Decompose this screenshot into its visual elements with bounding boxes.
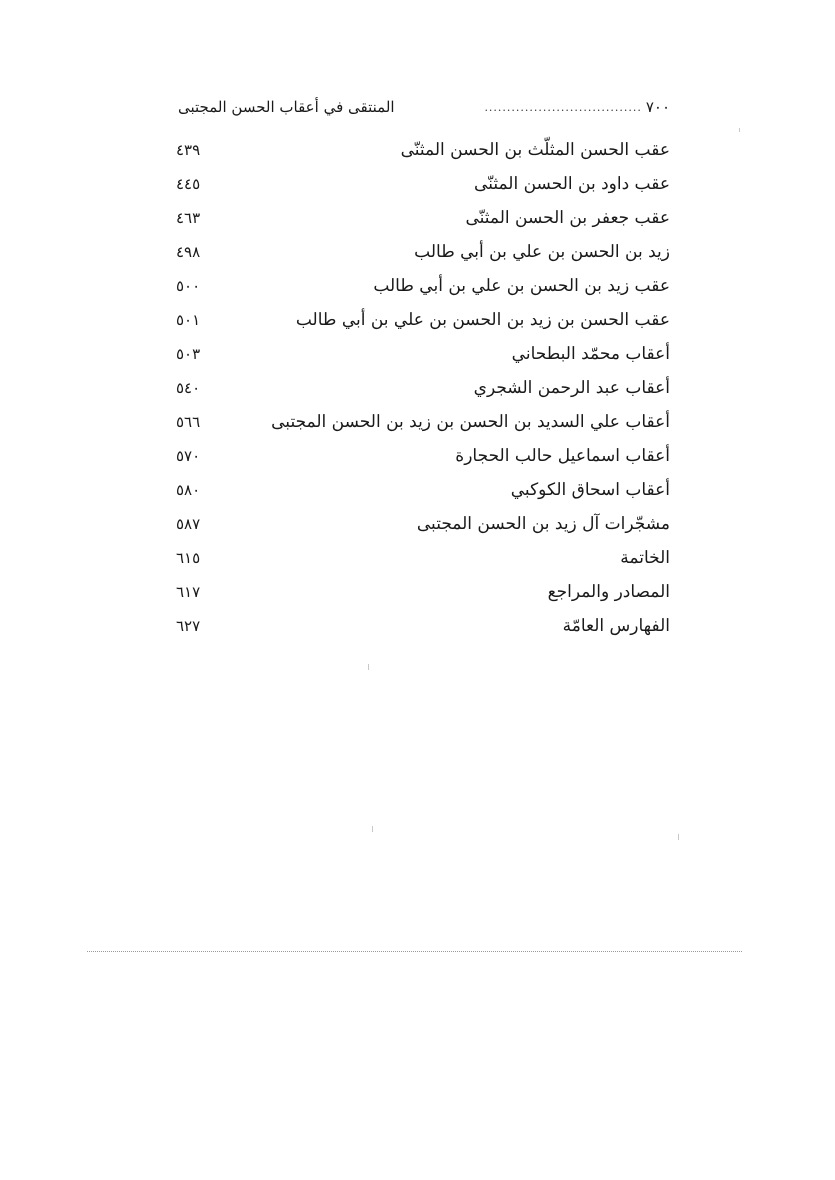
table-of-contents [176, 133, 670, 643]
toc-entry [176, 439, 670, 473]
toc-entry-page: ٤٦٣ [176, 209, 201, 227]
toc-entry-page: ٥٧٠ [176, 447, 201, 465]
toc-entry-page: ٥٤٠ [176, 379, 201, 397]
toc-entry-title: عقب داود بن الحسن المثنّى [474, 174, 670, 194]
toc-entry [176, 575, 670, 609]
scan-speck [368, 664, 369, 670]
toc-entry [176, 269, 670, 303]
toc-entry [176, 167, 670, 201]
toc-entry-page: ٦١٥ [176, 549, 201, 567]
toc-entry-title: أعقاب اسماعيل حالب الحجارة [455, 446, 670, 466]
toc-entry [176, 201, 670, 235]
toc-entry-title: الفهارس العامّة [562, 616, 670, 636]
toc-entry-title: الخاتمة [620, 548, 670, 568]
header-leader-dots: ................................... [484, 100, 642, 114]
toc-entry-title: أعقاب عبد الرحمن الشجري [473, 378, 670, 398]
toc-entry-page: ٥٨٠ [176, 481, 201, 499]
toc-entry-title: المصادر والمراجع [547, 582, 670, 602]
toc-entry-title: أعقاب اسحاق الكوكبي [510, 480, 670, 500]
toc-entry-title: عقب الحسن بن زيد بن الحسن بن علي بن أبي طالب [295, 310, 670, 330]
toc-entry-title: أعقاب محمّد البطحاني [511, 344, 670, 364]
toc-entry-page: ٥٠٣ [176, 345, 201, 363]
toc-entry [176, 133, 670, 167]
toc-entry-title: مشجّرات آل زيد بن الحسن المجتبى [416, 514, 670, 534]
toc-entry-title: عقب زيد بن الحسن بن علي بن أبي طالب [373, 276, 670, 296]
toc-entry-title: عقب جعفر بن الحسن المثنّى [465, 208, 670, 228]
toc-entry-page: ٥٨٧ [176, 515, 201, 533]
toc-entry [176, 609, 670, 643]
toc-entry-page: ٦١٧ [176, 583, 201, 601]
toc-entry-page: ٥٠١ [176, 311, 201, 329]
toc-entry [176, 303, 670, 337]
toc-entry-page: ٤٩٨ [176, 243, 201, 261]
scan-speck [372, 826, 373, 832]
toc-entry-title: زيد بن الحسن بن علي بن أبي طالب [414, 242, 670, 262]
toc-entry-title: عقب الحسن المثلّث بن الحسن المثنّى [400, 140, 670, 160]
toc-entry-page: ٤٣٩ [176, 141, 201, 159]
toc-entry [176, 473, 670, 507]
toc-entry [176, 337, 670, 371]
page-number: ٧٠٠ [645, 98, 670, 116]
toc-entry [176, 541, 670, 575]
running-title: المنتقى في أعقاب الحسن المجتبى [178, 98, 395, 116]
toc-entry [176, 405, 670, 439]
scan-speck [739, 128, 740, 132]
toc-entry-page: ٤٤٥ [176, 175, 201, 193]
toc-entry-page: ٥٦٦ [176, 413, 201, 431]
dotted-separator-line [87, 951, 742, 952]
toc-entry [176, 235, 670, 269]
toc-entry-page: ٥٠٠ [176, 277, 201, 295]
toc-entry-title: أعقاب علي السديد بن الحسن بن زيد بن الحسن المجتبى [271, 412, 670, 432]
toc-entry [176, 507, 670, 541]
running-header [178, 92, 670, 122]
toc-entry-page: ٦٢٧ [176, 617, 201, 635]
toc-entry [176, 371, 670, 405]
scan-speck [678, 834, 679, 840]
